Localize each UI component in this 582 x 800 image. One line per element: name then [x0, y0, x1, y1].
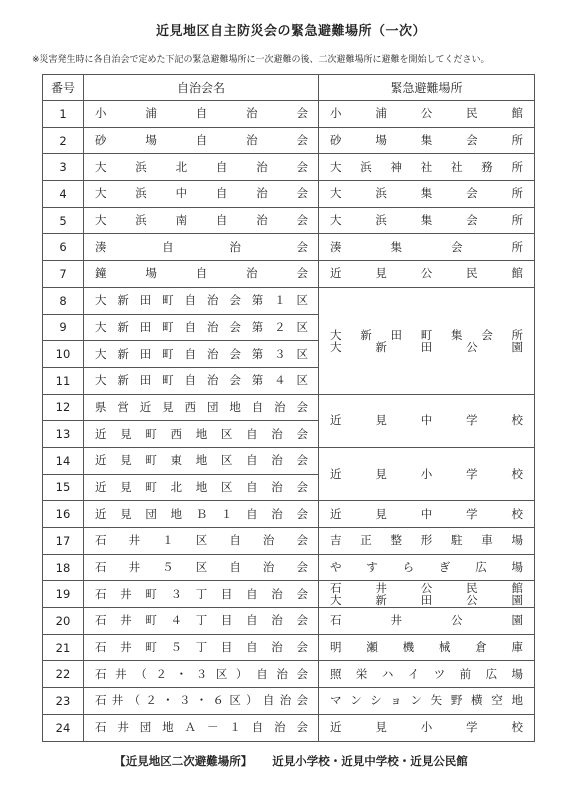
association-name-cell: [84, 421, 319, 448]
association-name-cell: [84, 287, 319, 314]
association-name-cell: [84, 634, 319, 661]
association-name: 石井町３丁目自治会: [95, 586, 308, 601]
row-number: 20: [43, 608, 84, 635]
association-name: 大新田町自治会第２区: [95, 319, 308, 334]
association-name-cell: [84, 207, 319, 234]
table-row: [43, 127, 535, 154]
row-number: 10: [43, 341, 84, 368]
association-name-cell: [84, 181, 319, 208]
association-name-cell: [84, 314, 319, 341]
evacuation-site-cell: [319, 714, 535, 741]
association-name-cell: [84, 581, 319, 608]
row-number: 23: [43, 688, 84, 715]
evacuation-site: 小浦公民館: [330, 106, 523, 121]
row-number: 13: [43, 421, 84, 448]
evacuation-site-cell: [319, 608, 535, 635]
evacuation-site: 近見中学校: [330, 506, 523, 521]
evacuation-table: [42, 74, 535, 742]
association-name-cell: [84, 394, 319, 421]
association-name: 石井町４丁目自治会: [95, 613, 308, 628]
row-number: 17: [43, 528, 84, 555]
row-number: 24: [43, 714, 84, 741]
row-number: 19: [43, 581, 84, 608]
table-row: [43, 608, 535, 635]
association-name: 大浜中自治会: [95, 186, 308, 201]
table-row: [43, 261, 535, 288]
association-name: 石井（２・３区）自治会: [95, 666, 308, 681]
evacuation-site-cell: [319, 207, 535, 234]
evacuation-site: 大新田町集会所: [330, 327, 523, 342]
association-name-cell: [84, 261, 319, 288]
table-row: [43, 287, 535, 314]
row-number: 2: [43, 127, 84, 154]
table-row: [43, 394, 535, 421]
footer-label: 【近見地区二次避難場所】: [114, 754, 253, 768]
evacuation-site: 湊集会所: [330, 239, 523, 254]
evacuation-site: 近見小学校: [330, 720, 523, 735]
table-row: [43, 447, 535, 474]
association-name: 近見町北地区自治会: [95, 479, 308, 494]
table-row: [43, 688, 535, 715]
association-name-cell: [84, 688, 319, 715]
association-name: 近見町西地区自治会: [95, 426, 308, 441]
evacuation-site-cell: [319, 261, 535, 288]
association-name: 大新田町自治会第１区: [95, 293, 308, 308]
row-number: 14: [43, 447, 84, 474]
row-number: 5: [43, 207, 84, 234]
table-body: [43, 101, 535, 742]
row-number: 7: [43, 261, 84, 288]
evacuation-site: マンション矢野横空地: [330, 693, 523, 708]
page-title: 近見地区自主防災会の緊急避難場所（一次）: [155, 24, 426, 39]
association-name: 石井（２・３・６区）自治会: [95, 693, 308, 708]
association-name-cell: [84, 154, 319, 181]
row-number: 21: [43, 634, 84, 661]
evacuation-site: 大新田公園: [330, 593, 523, 608]
association-name-cell: [84, 367, 319, 394]
association-name: 小浦自治会: [95, 106, 308, 121]
evacuation-site: 近見中学校: [330, 413, 523, 428]
association-name: 石井団地Ａ－１自治会: [95, 720, 308, 735]
evacuation-site: 石井公民館: [330, 581, 523, 596]
association-name: 近見団地Ｂ１自治会: [95, 506, 308, 521]
evacuation-site: 大浜集会所: [330, 186, 523, 201]
row-number: 4: [43, 181, 84, 208]
evacuation-site-cell: [319, 554, 535, 581]
row-number: 15: [43, 474, 84, 501]
evacuation-site: 近見小学校: [330, 466, 523, 481]
evacuation-site-cell: [319, 661, 535, 688]
evacuation-site-cell: [319, 234, 535, 261]
evacuation-site-cell: [319, 528, 535, 555]
evacuation-site: 照栄ハイツ前広場: [330, 666, 523, 681]
evacuation-site-cell: [319, 181, 535, 208]
association-name-cell: [84, 127, 319, 154]
evacuation-site: 大新田公園: [330, 339, 523, 354]
evacuation-site-cell: [319, 154, 535, 181]
association-name: 石井１区自治会: [95, 533, 308, 548]
row-number: 22: [43, 661, 84, 688]
header-association: 自治会名: [84, 75, 319, 101]
association-name: 石井５区自治会: [95, 560, 308, 575]
row-number: 9: [43, 314, 84, 341]
evacuation-site-cell: [319, 581, 535, 608]
association-name-cell: [84, 101, 319, 128]
table-row: [43, 634, 535, 661]
evacuation-site: 明瀬機械倉庫: [330, 640, 523, 655]
row-number: 8: [43, 287, 84, 314]
evacuation-site-cell: [319, 287, 535, 394]
association-name-cell: [84, 341, 319, 368]
evacuation-site: 大浜集会所: [330, 213, 523, 228]
association-name-cell: [84, 608, 319, 635]
row-number: 12: [43, 394, 84, 421]
table-row: [43, 501, 535, 528]
association-name-cell: [84, 528, 319, 555]
table-row: [43, 554, 535, 581]
association-name-cell: [84, 447, 319, 474]
association-name: 大浜南自治会: [95, 213, 308, 228]
evacuation-site-cell: [319, 447, 535, 500]
evacuation-site-cell: [319, 688, 535, 715]
evacuation-site: 吉正整形駐車場: [330, 533, 523, 548]
footer-sites: 近見小学校・近見中学校・近見公民館: [272, 754, 468, 768]
row-number: 6: [43, 234, 84, 261]
row-number: 11: [43, 367, 84, 394]
table-row: [43, 528, 535, 555]
evacuation-site-cell: [319, 394, 535, 447]
table-header-row: [43, 75, 535, 101]
evacuation-site: 石井公園: [330, 613, 523, 628]
evacuation-site: 大浜神社社務所: [330, 159, 523, 174]
association-name: 近見町東地区自治会: [95, 453, 308, 468]
association-name-cell: [84, 554, 319, 581]
table-row: [43, 207, 535, 234]
table-row: [43, 581, 535, 608]
evacuation-site-cell: [319, 101, 535, 128]
table-row: [43, 154, 535, 181]
evacuation-site-cell: [319, 501, 535, 528]
evacuation-site-cell: [319, 127, 535, 154]
table-row: [43, 101, 535, 128]
association-name: 大新田町自治会第３区: [95, 346, 308, 361]
evacuation-site-cell: [319, 634, 535, 661]
association-name-cell: [84, 474, 319, 501]
evacuation-site: 近見公民館: [330, 266, 523, 281]
header-site: 緊急避難場所: [319, 75, 535, 101]
association-name-cell: [84, 661, 319, 688]
secondary-evacuation-footer: [0, 753, 582, 769]
header-number: 番号: [43, 75, 84, 101]
table-row: [43, 234, 535, 261]
association-name: 県営近見西団地自治会: [95, 399, 308, 414]
table-row: [43, 714, 535, 741]
instruction-note: ※災害発生時に各自治会で定めた下記の緊急避難場所に一次避難の後、二次避難場所に避難を開始してください。: [32, 55, 490, 65]
table-row: [43, 661, 535, 688]
association-name: 大新田町自治会第４区: [95, 373, 308, 388]
row-number: 3: [43, 154, 84, 181]
association-name: 砂場自治会: [95, 133, 308, 148]
association-name-cell: [84, 714, 319, 741]
association-name: 石井町５丁目自治会: [95, 640, 308, 655]
association-name-cell: [84, 234, 319, 261]
association-name: 湊自治会: [95, 239, 308, 254]
association-name: 大浜北自治会: [95, 159, 308, 174]
row-number: 1: [43, 101, 84, 128]
row-number: 18: [43, 554, 84, 581]
association-name: 鐘場自治会: [95, 266, 308, 281]
association-name-cell: [84, 501, 319, 528]
evacuation-site: やすらぎ広場: [330, 560, 523, 575]
row-number: 16: [43, 501, 84, 528]
table-row: [43, 181, 535, 208]
evacuation-site: 砂場集会所: [330, 133, 523, 148]
